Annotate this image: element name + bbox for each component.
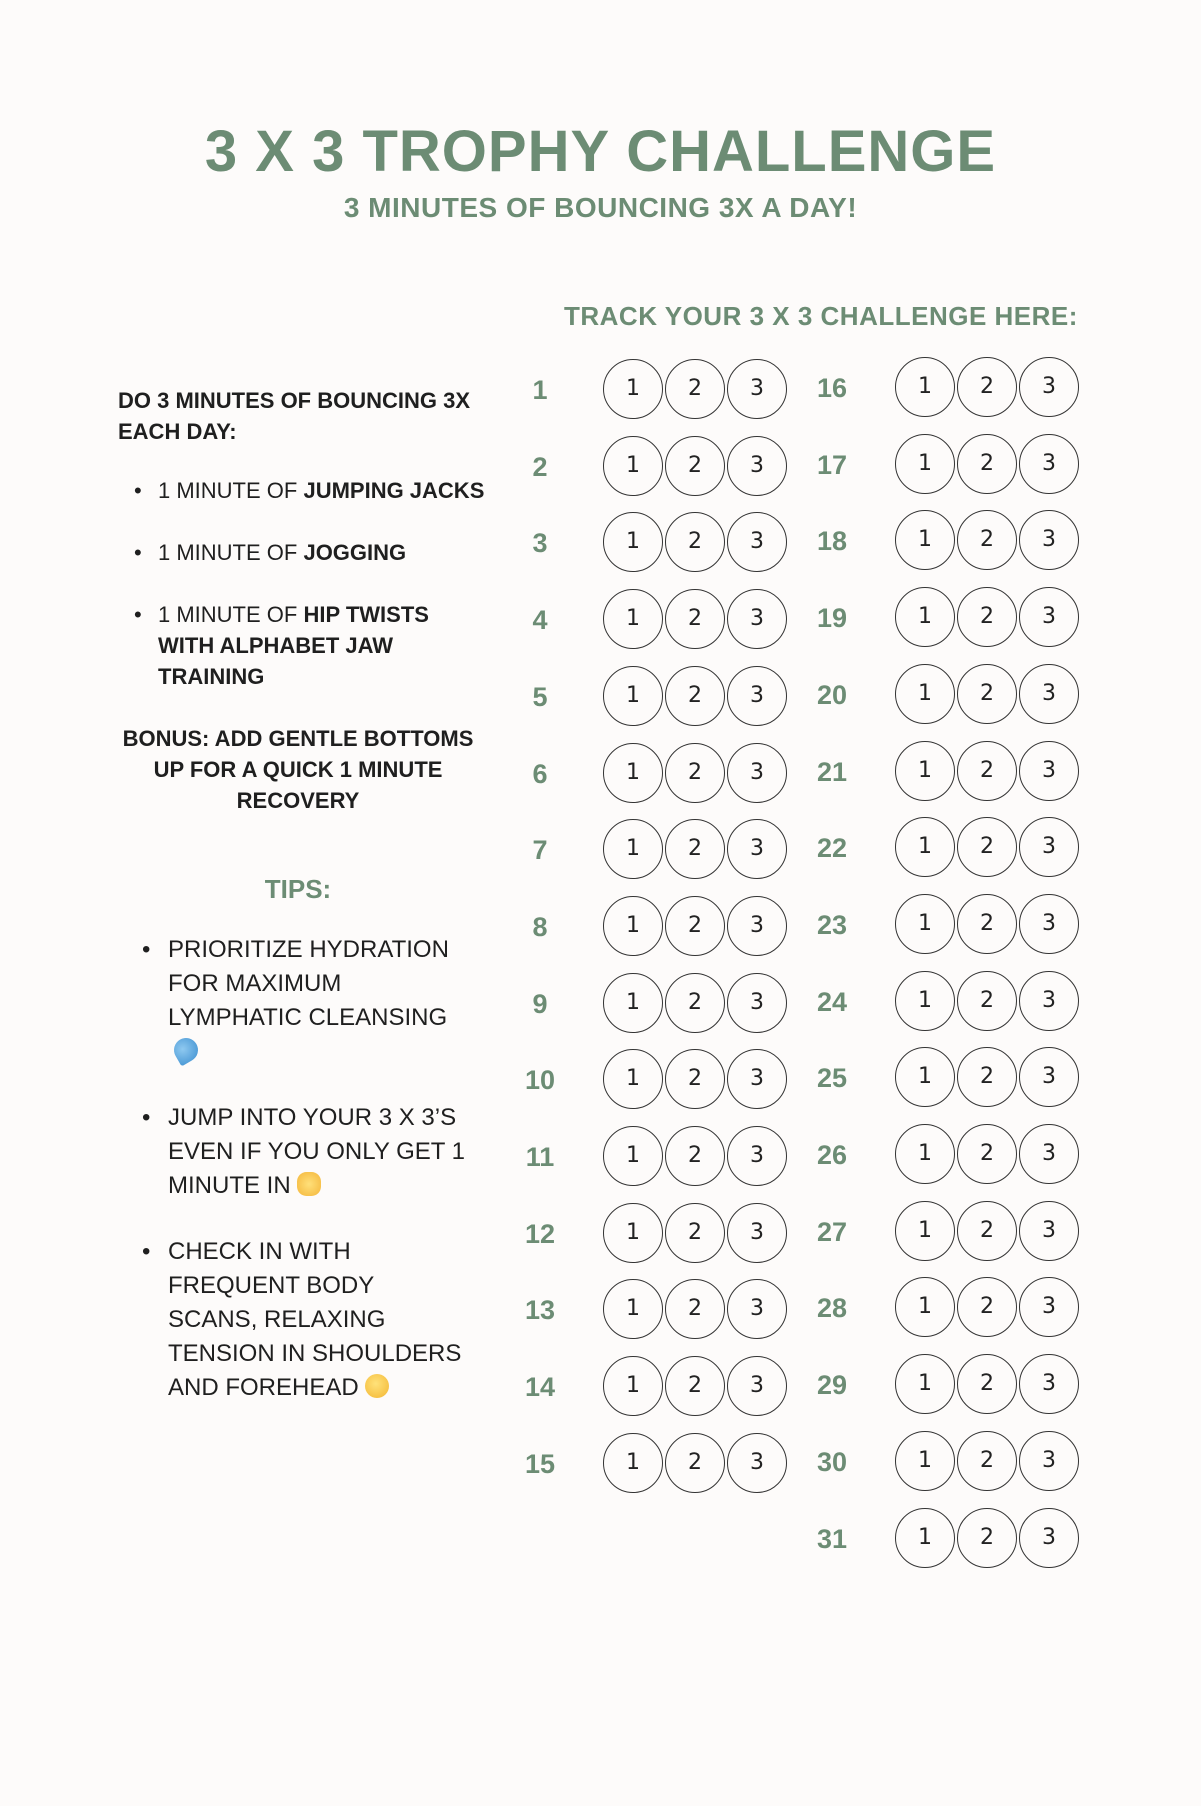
day-number: 6 — [532, 758, 548, 789]
day-number: 9 — [532, 988, 548, 1019]
session-circle-2[interactable]: 2 — [957, 1277, 1017, 1337]
relieved-face-icon — [365, 1374, 389, 1398]
day-number: 3 — [532, 528, 548, 559]
session-circle-1[interactable]: 1 — [603, 512, 663, 572]
day-number: 14 — [524, 1372, 556, 1403]
session-circle-1[interactable]: 1 — [895, 1201, 955, 1261]
session-circle-1[interactable]: 1 — [895, 1354, 955, 1414]
day-number: 11 — [525, 1142, 555, 1172]
session-circle-1[interactable]: 1 — [603, 819, 663, 879]
day-number: 7 — [532, 835, 548, 866]
instructions-panel — [118, 385, 488, 1437]
day-number: 29 — [816, 1370, 848, 1401]
session-circle-3[interactable]: 3 — [1019, 510, 1079, 570]
session-circle-3[interactable]: 3 — [727, 743, 787, 803]
session-circle-3[interactable]: 3 — [727, 589, 787, 649]
session-circle-2[interactable]: 2 — [665, 819, 725, 879]
session-circle-2[interactable]: 2 — [665, 512, 725, 572]
page-subtitle: 3 MINUTES OF BOUNCING 3X A DAY! — [343, 192, 858, 223]
session-circle-1[interactable]: 1 — [603, 589, 663, 649]
page-title: 3 X 3 TROPHY CHALLENGE — [204, 119, 997, 184]
tips-list — [118, 933, 488, 1405]
session-circle-3[interactable]: 3 — [727, 896, 787, 956]
day-number: 31 — [816, 1523, 848, 1554]
session-circle-1[interactable]: 1 — [895, 510, 955, 570]
session-circle-1[interactable]: 1 — [603, 1433, 663, 1493]
exercise-name: JUMPING JACKS — [303, 478, 485, 503]
day-number: 26 — [816, 1140, 848, 1170]
day-number: 27 — [816, 1216, 848, 1247]
day-number: 1 — [532, 375, 548, 405]
tip-text: PRIORITIZE HYDRATION FOR MAXIMUM LYMPHATIC CLEANSING — [168, 936, 449, 1031]
session-circle-3[interactable]: 3 — [727, 973, 787, 1033]
session-circle-1[interactable]: 1 — [895, 434, 955, 494]
session-circle-1[interactable]: 1 — [603, 1356, 663, 1416]
session-circle-3[interactable]: 3 — [1019, 434, 1079, 494]
session-circle-3[interactable]: 3 — [727, 1049, 787, 1109]
session-circle-1[interactable]: 1 — [603, 1126, 663, 1186]
day-number: 4 — [532, 605, 548, 636]
session-circle-3[interactable]: 3 — [727, 359, 787, 419]
day-number: 22 — [816, 833, 848, 864]
session-circle-1[interactable]: 1 — [603, 1049, 663, 1109]
day-number: 19 — [816, 603, 848, 634]
day-number: 24 — [816, 986, 848, 1017]
session-circle-2[interactable]: 2 — [957, 434, 1017, 494]
session-circle-3[interactable]: 3 — [1019, 1124, 1079, 1184]
session-circle-3[interactable]: 3 — [1019, 1277, 1079, 1337]
session-circle-3[interactable]: 3 — [727, 666, 787, 726]
session-circle-3[interactable]: 3 — [1019, 664, 1079, 724]
session-circle-3[interactable]: 3 — [1019, 894, 1079, 954]
day-number: 2 — [532, 451, 548, 482]
session-circle-2[interactable]: 2 — [957, 894, 1017, 954]
session-circle-1[interactable]: 1 — [895, 971, 955, 1031]
raised-hands-icon — [297, 1172, 321, 1196]
session-circle-1[interactable]: 1 — [895, 1047, 955, 1107]
sweat-droplets-icon — [170, 1034, 203, 1067]
session-circle-3[interactable]: 3 — [727, 1279, 787, 1339]
tips-title: TIPS: — [264, 874, 332, 904]
session-circle-2[interactable]: 2 — [665, 1433, 725, 1493]
session-circle-3[interactable]: 3 — [727, 1126, 787, 1186]
session-circle-3[interactable]: 3 — [727, 1203, 787, 1263]
tip-item — [118, 1235, 468, 1405]
session-circle-2[interactable]: 2 — [665, 1049, 725, 1109]
session-circle-1[interactable]: 1 — [895, 817, 955, 877]
day-number: 15 — [524, 1448, 556, 1479]
session-circle-2[interactable]: 2 — [665, 973, 725, 1033]
exercise-item — [118, 537, 488, 568]
session-circle-1[interactable]: 1 — [895, 894, 955, 954]
tracker-heading: TRACK YOUR 3 X 3 CHALLENGE HERE: — [564, 301, 1078, 331]
exercise-prefix: 1 MINUTE OF — [158, 602, 304, 627]
tip-text: CHECK IN WITH FREQUENT BODY SCANS, RELAXING TENSION IN SHOULDERS AND FOREHEAD — [168, 1238, 462, 1401]
session-circle-2[interactable]: 2 — [957, 1354, 1017, 1414]
session-circle-2[interactable]: 2 — [665, 359, 725, 419]
session-circle-1[interactable]: 1 — [603, 743, 663, 803]
session-circle-1[interactable]: 1 — [895, 357, 955, 417]
day-number: 28 — [816, 1293, 848, 1324]
day-number: 16 — [816, 373, 848, 403]
session-circle-2[interactable]: 2 — [957, 741, 1017, 801]
day-number: 23 — [816, 909, 848, 940]
bonus-note: BONUS: ADD GENTLE BOTTOMS UP FOR A QUICK 1 MINUTE RECOVERY — [122, 726, 474, 813]
day-number: 20 — [816, 679, 848, 710]
session-circle-3[interactable]: 3 — [727, 1356, 787, 1416]
session-circle-1[interactable]: 1 — [603, 1203, 663, 1263]
session-circle-2[interactable]: 2 — [957, 1508, 1017, 1568]
session-circle-2[interactable]: 2 — [957, 971, 1017, 1031]
session-circle-1[interactable]: 1 — [603, 1279, 663, 1339]
day-number: 18 — [816, 526, 848, 557]
instructions-intro: DO 3 MINUTES OF BOUNCING 3X EACH DAY: — [118, 388, 471, 444]
exercise-name: JOGGING — [303, 540, 407, 565]
session-circle-2[interactable]: 2 — [957, 1047, 1017, 1107]
exercise-prefix: 1 MINUTE OF — [158, 540, 304, 565]
session-circle-1[interactable]: 1 — [895, 664, 955, 724]
session-circle-1[interactable]: 1 — [895, 1508, 955, 1568]
session-circle-3[interactable]: 3 — [1019, 741, 1079, 801]
session-circle-3[interactable]: 3 — [727, 436, 787, 496]
exercise-item — [118, 475, 488, 506]
session-circle-2[interactable]: 2 — [957, 1431, 1017, 1491]
session-circle-2[interactable]: 2 — [957, 817, 1017, 877]
session-circle-3[interactable]: 3 — [727, 819, 787, 879]
session-circle-2[interactable]: 2 — [665, 1356, 725, 1416]
session-circle-3[interactable]: 3 — [727, 512, 787, 572]
session-circle-2[interactable]: 2 — [957, 664, 1017, 724]
session-circle-2[interactable]: 2 — [665, 1279, 725, 1339]
day-number: 30 — [816, 1446, 848, 1477]
session-circle-2[interactable]: 2 — [665, 896, 725, 956]
session-circle-1[interactable]: 1 — [603, 436, 663, 496]
day-number: 25 — [816, 1063, 848, 1094]
day-number: 10 — [524, 1065, 556, 1096]
tip-item — [118, 1101, 468, 1203]
session-circle-2[interactable]: 2 — [665, 1126, 725, 1186]
session-circle-3[interactable]: 3 — [1019, 587, 1079, 647]
session-circle-3[interactable]: 3 — [1019, 817, 1079, 877]
session-circle-3[interactable]: 3 — [1019, 1508, 1079, 1568]
day-number: 17 — [816, 449, 848, 480]
session-circle-2[interactable]: 2 — [957, 587, 1017, 647]
day-number: 12 — [524, 1218, 556, 1249]
session-circle-3[interactable]: 3 — [727, 1433, 787, 1493]
session-circle-1[interactable]: 1 — [603, 359, 663, 419]
session-circle-2[interactable]: 2 — [665, 436, 725, 496]
session-circle-1[interactable]: 1 — [603, 973, 663, 1033]
session-circle-3[interactable]: 3 — [1019, 1354, 1079, 1414]
exercise-prefix: 1 MINUTE OF — [158, 478, 304, 503]
session-circle-1[interactable]: 1 — [603, 896, 663, 956]
exercise-item — [118, 599, 488, 692]
session-circle-2[interactable]: 2 — [957, 357, 1017, 417]
exercise-name: HIP TWISTS WITH ALPHABET JAW TRAINING — [158, 602, 429, 689]
session-circle-1[interactable]: 1 — [895, 1124, 955, 1184]
session-circle-3[interactable]: 3 — [1019, 1201, 1079, 1261]
day-number: 21 — [816, 756, 848, 787]
tip-item — [118, 933, 468, 1069]
session-circle-2[interactable]: 2 — [957, 510, 1017, 570]
day-number: 8 — [532, 911, 548, 942]
session-circle-3[interactable]: 3 — [1019, 357, 1079, 417]
session-circle-1[interactable]: 1 — [895, 1431, 955, 1491]
session-circle-2[interactable]: 2 — [665, 589, 725, 649]
session-circle-3[interactable]: 3 — [1019, 1431, 1079, 1491]
day-number: 13 — [524, 1295, 556, 1326]
session-circle-2[interactable]: 2 — [957, 1124, 1017, 1184]
exercise-list — [118, 475, 488, 692]
tip-text: JUMP INTO YOUR 3 X 3’S EVEN IF YOU ONLY GET 1 MINUTE IN — [168, 1104, 465, 1199]
session-circle-3[interactable]: 3 — [1019, 971, 1079, 1031]
day-number: 5 — [532, 681, 548, 712]
session-circle-1[interactable]: 1 — [895, 587, 955, 647]
session-circle-3[interactable]: 3 — [1019, 1047, 1079, 1107]
session-circle-2[interactable]: 2 — [665, 743, 725, 803]
session-circle-1[interactable]: 1 — [895, 741, 955, 801]
session-circle-2[interactable]: 2 — [665, 1203, 725, 1263]
session-circle-1[interactable]: 1 — [603, 666, 663, 726]
session-circle-1[interactable]: 1 — [895, 1277, 955, 1337]
session-circle-2[interactable]: 2 — [957, 1201, 1017, 1261]
session-circle-2[interactable]: 2 — [665, 666, 725, 726]
